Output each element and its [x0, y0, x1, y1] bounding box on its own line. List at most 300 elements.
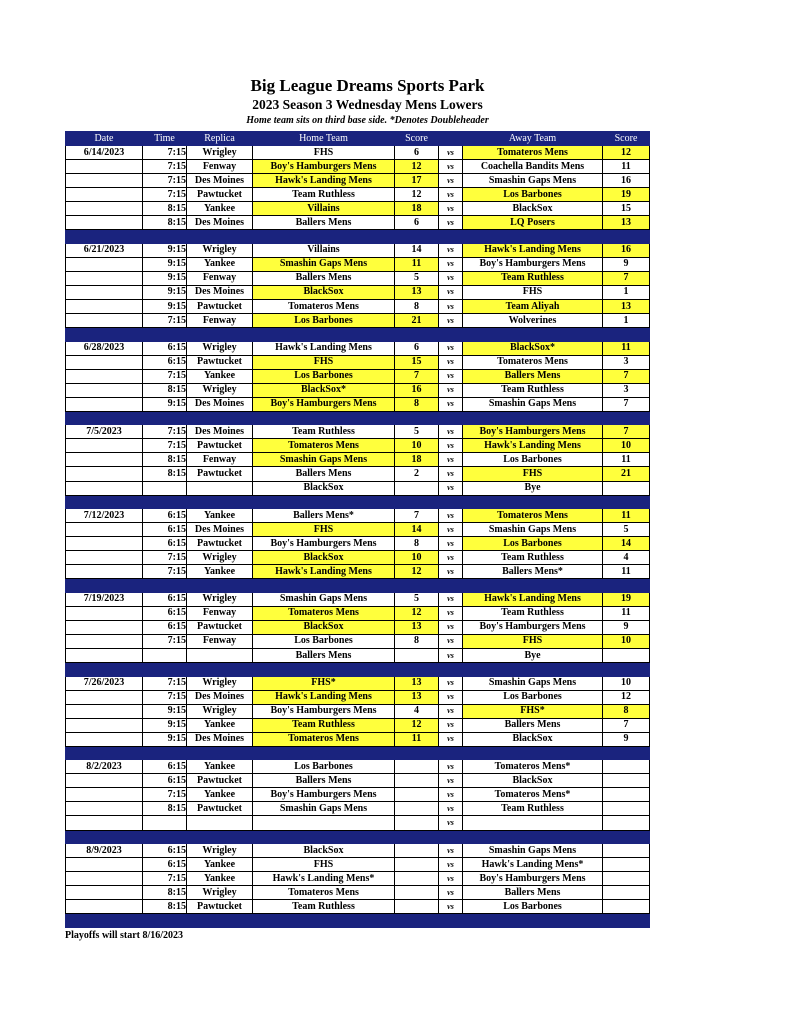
home-team: Ballers Mens [253, 216, 395, 230]
game-field: Des Moines [187, 285, 253, 299]
vs-label: vs [439, 649, 463, 663]
game-time: 9:15 [143, 271, 187, 285]
game-time: 7:15 [143, 551, 187, 565]
vs-label: vs [439, 216, 463, 230]
game-field: Des Moines [187, 690, 253, 704]
home-score: 4 [395, 704, 439, 718]
vs-label: vs [439, 774, 463, 788]
away-score: 19 [603, 592, 650, 606]
table-row [66, 788, 650, 802]
away-score [603, 802, 650, 816]
table-header-row [66, 132, 650, 146]
home-score: 15 [395, 355, 439, 369]
game-time: 7:15 [143, 174, 187, 188]
game-time: 6:15 [143, 355, 187, 369]
away-score: 19 [603, 188, 650, 202]
game-date [66, 481, 143, 495]
game-field: Wrigley [187, 886, 253, 900]
game-date [66, 467, 143, 481]
away-score: 13 [603, 216, 650, 230]
away-score: 12 [603, 690, 650, 704]
away-team: Team Aliyah [463, 300, 603, 314]
game-field: Pawtucket [187, 774, 253, 788]
away-score: 15 [603, 202, 650, 216]
vs-label: vs [439, 174, 463, 188]
table-row [66, 690, 650, 704]
game-field: Yankee [187, 760, 253, 774]
home-team: Tomateros Mens [253, 300, 395, 314]
game-date: 6/14/2023 [66, 146, 143, 160]
home-team: Ballers Mens [253, 649, 395, 663]
week-separator-bar [66, 328, 650, 342]
table-row [66, 453, 650, 467]
away-score: 3 [603, 355, 650, 369]
week-separator [66, 663, 650, 677]
away-score: 1 [603, 314, 650, 328]
home-team: Boy's Hamburgers Mens [253, 537, 395, 551]
away-score: 9 [603, 257, 650, 271]
away-team: Team Ruthless [463, 802, 603, 816]
col-header-vs [439, 132, 463, 146]
table-row [66, 900, 650, 914]
playoffs-note: Playoffs will start 8/16/2023 [65, 930, 184, 941]
table-row [66, 425, 650, 439]
game-time: 7:15 [143, 439, 187, 453]
home-score: 7 [395, 509, 439, 523]
game-field: Yankee [187, 858, 253, 872]
table-row [66, 314, 650, 328]
table-row [66, 844, 650, 858]
home-score: 2 [395, 467, 439, 481]
game-field: Fenway [187, 160, 253, 174]
away-team: Smashin Gaps Mens [463, 676, 603, 690]
away-team: Wolverines [463, 314, 603, 328]
game-time: 6:15 [143, 844, 187, 858]
away-team: Ballers Mens [463, 718, 603, 732]
vs-label: vs [439, 900, 463, 914]
game-date: 7/12/2023 [66, 509, 143, 523]
home-team: Smashin Gaps Mens [253, 592, 395, 606]
home-score [395, 774, 439, 788]
table-row [66, 704, 650, 718]
home-team: Hawk's Landing Mens* [253, 872, 395, 886]
home-score: 5 [395, 425, 439, 439]
game-date [66, 271, 143, 285]
game-time: 9:15 [143, 718, 187, 732]
game-field: Pawtucket [187, 439, 253, 453]
game-date [66, 383, 143, 397]
vs-label: vs [439, 802, 463, 816]
game-field: Yankee [187, 788, 253, 802]
game-field: Des Moines [187, 425, 253, 439]
home-team: BlackSox [253, 551, 395, 565]
home-team: Villains [253, 202, 395, 216]
game-time: 8:15 [143, 383, 187, 397]
col-header-home-team: Home Team [253, 132, 395, 146]
game-time: 7:15 [143, 369, 187, 383]
game-field: Yankee [187, 202, 253, 216]
game-date [66, 634, 143, 648]
col-header-away-score: Score [603, 132, 650, 146]
home-team: Boy's Hamburgers Mens [253, 160, 395, 174]
vs-label: vs [439, 523, 463, 537]
vs-label: vs [439, 844, 463, 858]
home-score [395, 872, 439, 886]
game-date [66, 718, 143, 732]
week-separator [66, 914, 650, 928]
vs-label: vs [439, 551, 463, 565]
away-team: Hawk's Landing Mens* [463, 858, 603, 872]
vs-label: vs [439, 439, 463, 453]
home-team: FHS [253, 355, 395, 369]
week-separator-bar [66, 663, 650, 677]
schedule-note: Home team sits on third base side. *Denotes Doubleheader [246, 115, 489, 126]
home-team: Hawk's Landing Mens [253, 174, 395, 188]
vs-label: vs [439, 816, 463, 830]
away-score: 11 [603, 453, 650, 467]
table-row [66, 285, 650, 299]
vs-label: vs [439, 202, 463, 216]
home-score: 13 [395, 690, 439, 704]
game-field: Des Moines [187, 397, 253, 411]
week-separator [66, 411, 650, 425]
game-time: 7:15 [143, 634, 187, 648]
home-score: 8 [395, 397, 439, 411]
game-field: Wrigley [187, 592, 253, 606]
game-time: 6:15 [143, 774, 187, 788]
home-score: 12 [395, 565, 439, 579]
game-time: 8:15 [143, 900, 187, 914]
vs-label: vs [439, 188, 463, 202]
home-score [395, 816, 439, 830]
away-team: Ballers Mens [463, 886, 603, 900]
game-time: 6:15 [143, 592, 187, 606]
away-team: Tomateros Mens* [463, 760, 603, 774]
game-field: Wrigley [187, 676, 253, 690]
game-date [66, 257, 143, 271]
game-time: 7:15 [143, 160, 187, 174]
table-row [66, 732, 650, 746]
home-score: 12 [395, 188, 439, 202]
game-date [66, 886, 143, 900]
away-team: Bye [463, 649, 603, 663]
home-team: Team Ruthless [253, 718, 395, 732]
game-date: 8/2/2023 [66, 760, 143, 774]
away-score: 7 [603, 369, 650, 383]
game-date [66, 788, 143, 802]
home-score: 6 [395, 146, 439, 160]
home-score: 8 [395, 537, 439, 551]
vs-label: vs [439, 285, 463, 299]
game-date [66, 174, 143, 188]
away-score: 10 [603, 676, 650, 690]
away-score: 11 [603, 160, 650, 174]
home-score: 13 [395, 620, 439, 634]
home-score: 12 [395, 160, 439, 174]
away-team: BlackSox [463, 732, 603, 746]
game-field: Yankee [187, 718, 253, 732]
col-header-time: Time [143, 132, 187, 146]
table-row [66, 188, 650, 202]
game-time: 7:15 [143, 788, 187, 802]
game-field: Wrigley [187, 844, 253, 858]
col-header-home-score: Score [395, 132, 439, 146]
away-score: 7 [603, 271, 650, 285]
game-field [187, 481, 253, 495]
vs-label: vs [439, 243, 463, 257]
table-row [66, 216, 650, 230]
away-team: Smashin Gaps Mens [463, 844, 603, 858]
vs-label: vs [439, 383, 463, 397]
vs-label: vs [439, 481, 463, 495]
vs-label: vs [439, 257, 463, 271]
home-score: 10 [395, 551, 439, 565]
table-row [66, 551, 650, 565]
vs-label: vs [439, 620, 463, 634]
game-time: 9:15 [143, 257, 187, 271]
game-date [66, 858, 143, 872]
game-field [187, 649, 253, 663]
vs-label: vs [439, 314, 463, 328]
table-row [66, 537, 650, 551]
home-team: Los Barbones [253, 634, 395, 648]
table-row [66, 676, 650, 690]
week-separator [66, 830, 650, 844]
game-date [66, 453, 143, 467]
home-score: 14 [395, 523, 439, 537]
week-separator [66, 495, 650, 509]
table-row [66, 341, 650, 355]
game-field: Des Moines [187, 216, 253, 230]
game-field: Wrigley [187, 243, 253, 257]
table-row [66, 257, 650, 271]
away-score: 11 [603, 565, 650, 579]
game-time: 6:15 [143, 606, 187, 620]
game-date [66, 565, 143, 579]
away-team: Los Barbones [463, 900, 603, 914]
away-team: Ballers Mens [463, 369, 603, 383]
game-time: 6:15 [143, 537, 187, 551]
game-time: 6:15 [143, 858, 187, 872]
game-time: 8:15 [143, 216, 187, 230]
game-field: Yankee [187, 565, 253, 579]
week-separator [66, 579, 650, 593]
away-score [603, 886, 650, 900]
away-team: FHS* [463, 704, 603, 718]
away-score [603, 872, 650, 886]
week-separator [66, 230, 650, 244]
game-date [66, 774, 143, 788]
week-separator-bar [66, 579, 650, 593]
home-team: Smashin Gaps Mens [253, 802, 395, 816]
game-date [66, 314, 143, 328]
home-team: BlackSox [253, 481, 395, 495]
away-team: Hawk's Landing Mens [463, 243, 603, 257]
game-date [66, 355, 143, 369]
table-row [66, 774, 650, 788]
game-field: Des Moines [187, 732, 253, 746]
week-separator-bar [66, 411, 650, 425]
game-date [66, 188, 143, 202]
game-date [66, 872, 143, 886]
week-separator-bar [66, 495, 650, 509]
game-time: 6:15 [143, 620, 187, 634]
away-team: Team Ruthless [463, 606, 603, 620]
home-team: Villains [253, 243, 395, 257]
game-date [66, 300, 143, 314]
away-team: Team Ruthless [463, 271, 603, 285]
game-date [66, 537, 143, 551]
game-date [66, 816, 143, 830]
game-field: Fenway [187, 606, 253, 620]
away-score: 9 [603, 620, 650, 634]
away-team: BlackSox* [463, 341, 603, 355]
away-team: BlackSox [463, 774, 603, 788]
table-row [66, 523, 650, 537]
game-date [66, 649, 143, 663]
table-row [66, 760, 650, 774]
table-row [66, 243, 650, 257]
home-score: 5 [395, 271, 439, 285]
game-date [66, 369, 143, 383]
away-score: 16 [603, 174, 650, 188]
away-score: 10 [603, 439, 650, 453]
away-score: 11 [603, 606, 650, 620]
table-row [66, 397, 650, 411]
game-time: 7:15 [143, 425, 187, 439]
home-team: Team Ruthless [253, 425, 395, 439]
week-separator-bar [66, 914, 650, 928]
game-field: Pawtucket [187, 537, 253, 551]
away-team: FHS [463, 634, 603, 648]
game-date [66, 397, 143, 411]
game-field: Fenway [187, 314, 253, 328]
away-score [603, 788, 650, 802]
home-team: Tomateros Mens [253, 886, 395, 900]
home-score: 8 [395, 300, 439, 314]
home-score: 13 [395, 285, 439, 299]
game-date: 7/26/2023 [66, 676, 143, 690]
vs-label: vs [439, 565, 463, 579]
table-row [66, 649, 650, 663]
game-field: Pawtucket [187, 188, 253, 202]
table-row [66, 383, 650, 397]
game-time: 9:15 [143, 732, 187, 746]
game-field: Wrigley [187, 551, 253, 565]
home-team: Ballers Mens [253, 271, 395, 285]
game-date: 7/5/2023 [66, 425, 143, 439]
table-row [66, 620, 650, 634]
home-team: FHS [253, 858, 395, 872]
col-header-replica: Replica [187, 132, 253, 146]
away-team: Team Ruthless [463, 383, 603, 397]
away-score: 8 [603, 704, 650, 718]
vs-label: vs [439, 760, 463, 774]
vs-label: vs [439, 509, 463, 523]
table-row [66, 481, 650, 495]
game-date: 8/9/2023 [66, 844, 143, 858]
table-row [66, 886, 650, 900]
table-row [66, 634, 650, 648]
home-score: 16 [395, 383, 439, 397]
game-time: 8:15 [143, 467, 187, 481]
game-field: Wrigley [187, 383, 253, 397]
table-row [66, 565, 650, 579]
away-score: 11 [603, 509, 650, 523]
game-time: 6:15 [143, 509, 187, 523]
home-score: 12 [395, 606, 439, 620]
home-team [253, 816, 395, 830]
vs-label: vs [439, 160, 463, 174]
away-team [463, 816, 603, 830]
home-team: Smashin Gaps Mens [253, 453, 395, 467]
game-field: Yankee [187, 369, 253, 383]
game-time: 8:15 [143, 886, 187, 900]
away-team: Tomateros Mens [463, 355, 603, 369]
away-team: Boy's Hamburgers Mens [463, 872, 603, 886]
game-field: Pawtucket [187, 355, 253, 369]
game-field: Pawtucket [187, 300, 253, 314]
away-team: Tomateros Mens [463, 509, 603, 523]
game-date [66, 690, 143, 704]
game-field: Fenway [187, 453, 253, 467]
game-time: 6:15 [143, 760, 187, 774]
home-score: 8 [395, 634, 439, 648]
col-header-away-team: Away Team [463, 132, 603, 146]
home-team: Los Barbones [253, 314, 395, 328]
home-score: 12 [395, 718, 439, 732]
away-score: 5 [603, 523, 650, 537]
vs-label: vs [439, 718, 463, 732]
game-date [66, 523, 143, 537]
game-date [66, 900, 143, 914]
game-date: 6/28/2023 [66, 341, 143, 355]
home-team: BlackSox [253, 620, 395, 634]
home-score [395, 481, 439, 495]
game-date: 6/21/2023 [66, 243, 143, 257]
game-time: 7:15 [143, 146, 187, 160]
home-team: Tomateros Mens [253, 732, 395, 746]
home-score: 6 [395, 216, 439, 230]
home-score: 5 [395, 592, 439, 606]
vs-label: vs [439, 271, 463, 285]
table-row [66, 300, 650, 314]
vs-label: vs [439, 858, 463, 872]
home-team: Los Barbones [253, 369, 395, 383]
away-score [603, 774, 650, 788]
game-date [66, 439, 143, 453]
table-row [66, 816, 650, 830]
vs-label: vs [439, 872, 463, 886]
away-score: 21 [603, 467, 650, 481]
game-time: 7:15 [143, 690, 187, 704]
away-score: 3 [603, 383, 650, 397]
home-team: Los Barbones [253, 760, 395, 774]
game-date [66, 802, 143, 816]
game-field: Yankee [187, 509, 253, 523]
home-score: 11 [395, 257, 439, 271]
table-row [66, 160, 650, 174]
game-field: Pawtucket [187, 467, 253, 481]
home-team: Ballers Mens [253, 774, 395, 788]
home-team: BlackSox [253, 285, 395, 299]
vs-label: vs [439, 537, 463, 551]
game-time: 6:15 [143, 341, 187, 355]
home-team: FHS* [253, 676, 395, 690]
away-team: Tomateros Mens* [463, 788, 603, 802]
away-team: Smashin Gaps Mens [463, 523, 603, 537]
away-team: Bye [463, 481, 603, 495]
